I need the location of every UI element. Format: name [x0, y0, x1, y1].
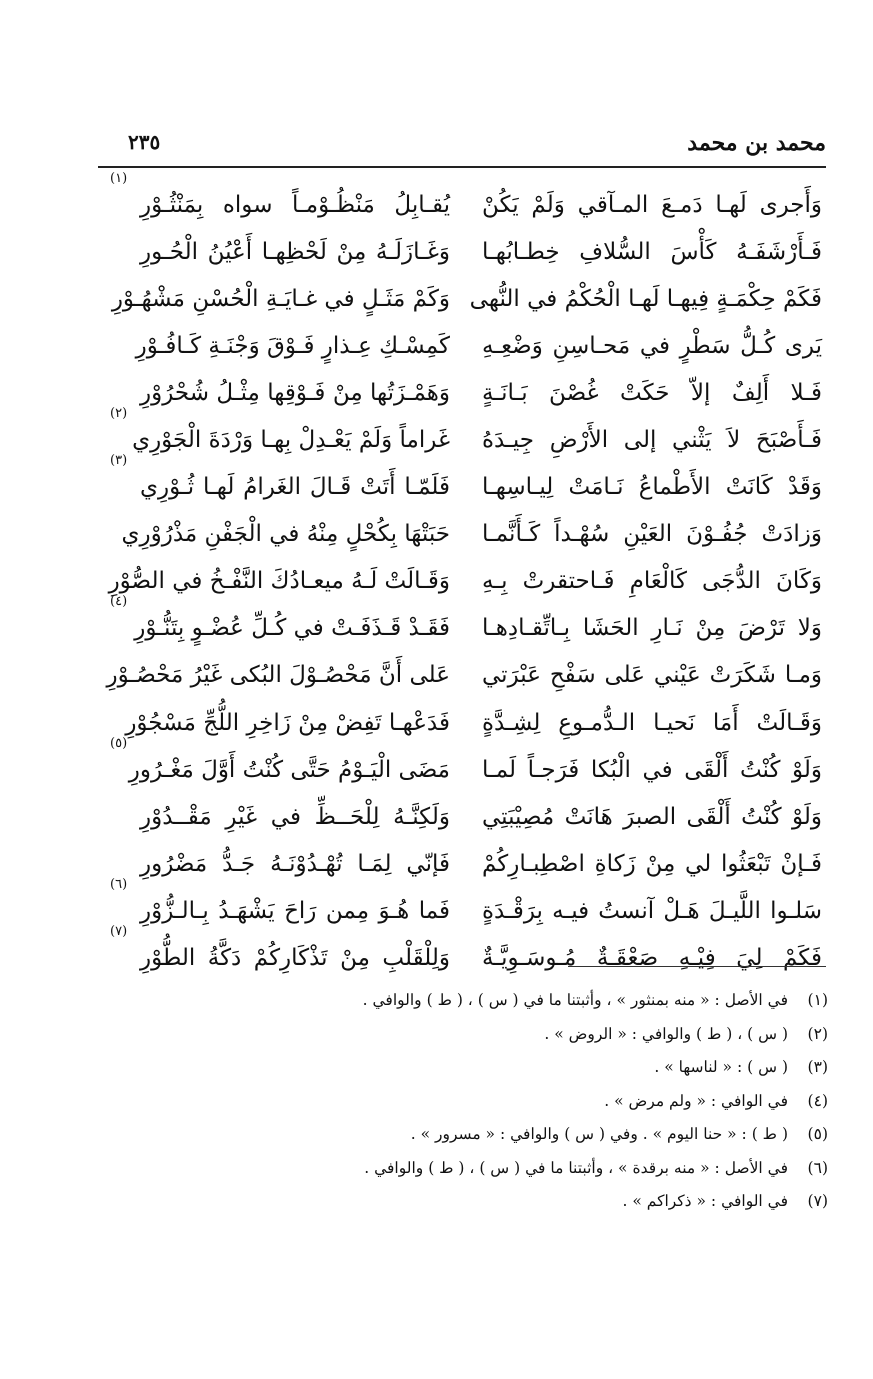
header-rule	[98, 166, 826, 168]
footnote-reference: (٥)	[110, 735, 128, 751]
footnote-item	[200, 1018, 828, 1052]
verse-text: وَلَوْ كُنْتُ أَلْقَى الصبرَ هَانَتْ مُصِيْبَتِي	[482, 803, 822, 830]
footnote-text: في الوافي : « ولم مرض » .	[604, 1091, 788, 1110]
verse-text: وَكَانَ الدُّجَى كَالْعَامِ فَـاحتقرتْ بِـهِ	[482, 568, 822, 595]
verse-hemistich	[482, 794, 822, 841]
verse-hemistich	[110, 229, 450, 276]
verse-hemistich	[110, 511, 450, 558]
verse-text: مَضَى الْيَـوْمُ حَتَّى كُنْتُ أَوَّلَ مَغْـرُورِ	[128, 756, 450, 783]
poem-right-column	[469, 182, 822, 982]
footnote-rule	[568, 966, 826, 967]
footnote-number: (٦)	[807, 1158, 828, 1177]
footnote-item	[200, 1152, 828, 1186]
footnote-item	[200, 984, 828, 1018]
footnote-text: ( ط ) : « حنا اليوم » . وفي ( س ) والوافي : « مسرور » .	[410, 1125, 788, 1143]
verse-hemistich	[482, 229, 822, 276]
footnote-number: (٥)	[807, 1125, 828, 1143]
verse-hemistich	[110, 323, 450, 370]
footnote-item	[200, 1051, 828, 1085]
footnote-item	[200, 1118, 828, 1152]
running-head-author: محمد بن محمد	[687, 130, 826, 156]
verse-text: سَلـوا اللَّيـلَ هَـلْ آنستُ فيـه بِرَقْـدَةٍ	[482, 897, 822, 924]
verse-text: عَلى أَنَّ مَحْصُـوْلَ البُكى غَيْرُ مَحْصُـوْرِ	[106, 662, 450, 689]
verse-hemistich	[482, 558, 822, 605]
verse-hemistich	[110, 453, 450, 511]
verse-text: فَإنّي لِمَـا تُهْـدُوْنَـهُ جَـدُّ مَضْرُورِ	[140, 850, 450, 877]
verse-text: فَـأَرْشَفَـهُ كَأْسَ السُّلافِ خِطـابُهـا	[482, 239, 822, 266]
footnote-text: في الأصل : « منه بمنثور » ، وأثبتنا ما في ( س ) ، ( ط ) والوافي .	[362, 991, 788, 1009]
verse-hemistich	[110, 735, 450, 794]
footnote-reference: (٣)	[110, 453, 128, 469]
verse-hemistich	[482, 888, 822, 935]
verse-hemistich	[482, 370, 822, 417]
verse-hemistich	[110, 406, 450, 464]
verse-text: فَـإنْ تَبْعَثُوا لي مِنْ زَكاةِ اصْطِبـارِكُمْ	[482, 850, 822, 877]
footnote-text: ( س ) ، ( ط ) والوافي : « الروض » .	[544, 1024, 788, 1043]
footnote-item	[200, 1085, 828, 1119]
verse-hemistich	[482, 417, 822, 464]
verse-text: وَزادَتْ جُفُـوْنَ العَيْنِ سُهْـداً كَـأَنَّمـا	[482, 521, 822, 548]
verse-text: غَراماً وَلَمْ يَعْـدِلْ بِهـا وَرْدَةَ الْجَوْرِي	[132, 427, 450, 454]
verse-text: وَلَوْ كُنْتُ أَلْقَى في الْبُكا فَرَجـاً لَمـا	[482, 756, 822, 783]
verse-hemistich	[110, 171, 450, 229]
footnote-reference: (٢)	[110, 406, 128, 422]
verse-text: وَمـا شَكَرَتْ عَيْني عَلى سَفْحِ عَبْرَتي	[482, 662, 822, 689]
verse-hemistich	[110, 700, 450, 747]
verse-hemistich	[482, 652, 822, 699]
verse-text: فَلَمّـا أَتَتْ قَـالَ الغَرامُ لَهـا ثُـوْرِي	[140, 474, 450, 501]
verse-hemistich	[482, 464, 822, 511]
verse-text: يُقـابِلُ مَنْظُـوْمـاً سواه بِمَنْثُـوْرِ	[140, 192, 450, 218]
footnote-number: (٤)	[807, 1091, 828, 1110]
verse-hemistich	[110, 558, 450, 605]
verse-text: حَبَتْهَا بِكُحْلٍ مِنْهُ في الْجَفْنِ مَذْرُوْرِي	[121, 521, 450, 548]
verse-text: وَلا تَرْضَ مِنْ نَـارِ الحَشَا بِـاتِّقـادِهـا	[482, 615, 822, 642]
verse-hemistich	[482, 841, 822, 888]
verse-hemistich	[482, 182, 822, 229]
verse-hemistich	[482, 323, 822, 370]
verse-hemistich	[482, 935, 822, 982]
verse-text: وَقَـالَتْ أَمَا نَحيـا الـدُّمـوعِ لِشِـدَّةٍ	[482, 709, 822, 736]
verse-text: فَكَمْ حِكْمَـةٍ فِيهـا لَهـا الْحُكْمُ في النُّهى	[469, 286, 822, 313]
verse-hemistich	[110, 794, 450, 841]
footnote-number: (٣)	[807, 1058, 828, 1076]
verse-text: فَكَمْ لِيَ فِيْـهِ صَعْقَـةٌ مُـوسَـوِيَّـةٌ	[482, 944, 822, 971]
verse-text: يَرى كُـلُّ سَطْرٍ في مَحـاسِنِ وَضْعِـهِ	[482, 333, 822, 360]
verse-hemistich	[110, 370, 450, 417]
page-number: ٢٣٥	[128, 130, 161, 154]
footnote-number: (٢)	[807, 1024, 828, 1043]
footnote-item	[200, 1185, 828, 1219]
verse-text: وَهَمْـزَتُها مِنْ فَـوْقِها مِثْـلُ شُحْرُوْرِ	[140, 380, 450, 407]
verse-text: وَلَكِنَّـهُ لِلْحَــظِّ في غَيْرِ مَقْــدُوْرِ	[140, 803, 450, 830]
footnote-number: (٧)	[807, 1192, 828, 1210]
footnote-reference: (٧)	[110, 923, 128, 939]
verse-text: فَما هُـوَ مِمن رَاحَ يَشْهَـدُ بِـالـزُّوْرِ	[140, 897, 450, 924]
verse-text: وَقَـالَتْ لَـهُ ميعـادُكَ النَّفْـخُ في الصُّوْرِ	[108, 568, 450, 595]
verse-hemistich	[110, 923, 450, 982]
footnote-text: في الوافي : « ذكراكم » .	[622, 1192, 788, 1210]
verse-hemistich	[482, 605, 822, 652]
verse-text: وَقَدْ كَانَتْ الأَطْماعُ نَـامَتْ لِيـاسِهـا	[482, 474, 822, 501]
footnote-reference: (٤)	[110, 594, 128, 610]
verse-text: وَلِلْقَلْبِ مِنْ تَذْكَارِكُمْ دَكَّةُ الطُّوْرِ	[140, 944, 450, 971]
footnote-reference: (٦)	[110, 876, 128, 892]
verse-text: فَـلا أَلِفٌ إلاّ حَكَتْ غُصْنَ بَـانَـةٍ	[482, 380, 822, 407]
verse-hemistich	[482, 747, 822, 794]
verse-text: وَغَـازَلَـهُ مِنْ لَحْظِهـا أَعْيُنُ الْحُـورِ	[140, 239, 450, 266]
verse-hemistich	[110, 594, 450, 652]
verse-text: وَأَجرى لَهـا دَمـعَ المـآقي وَلَمْ يَكُنْ	[482, 192, 822, 218]
verse-hemistich	[110, 276, 450, 323]
verse-hemistich	[469, 276, 822, 323]
verse-hemistich	[482, 511, 822, 558]
footnote-text: في الأصل : « منه برقدة » ، وأثبتنا ما في ( س ) ، ( ط ) والوافي .	[364, 1158, 788, 1177]
footnotes	[200, 984, 828, 1219]
poem-body	[106, 171, 822, 971]
verse-hemistich	[110, 876, 450, 935]
verse-hemistich	[110, 841, 450, 888]
page-header	[98, 128, 826, 164]
verse-text: فَقَـدْ قَـذَفَـتْ في كُـلِّ عُضْـوٍ بِتَنُّـوْرِ	[134, 615, 450, 642]
verse-text: وَكَمْ مَثَـلٍ في غـايَـةِ الْحُسْنِ مَشْهُـوْرِ	[111, 286, 450, 313]
footnote-number: (١)	[807, 991, 828, 1009]
verse-text: فَـأَصْبَحَ لاَ يَثْني إلى الأَرْضِ جِيـدَهُ	[482, 427, 822, 454]
footnote-reference: (١)	[110, 171, 128, 186]
footnote-text: ( س ) : « لناسها » .	[654, 1058, 788, 1076]
verse-text: فَدَعْهـا تَفِضْ مِنْ زَاخِرِ اللُّجِّ مَسْجُوْرِ	[125, 709, 450, 736]
verse-text: كَمِسْـكِ عِـذارٍ فَـوْقَ وَجْنَـةِ كَـافُـوْرِ	[135, 333, 450, 360]
verse-hemistich	[106, 652, 450, 699]
verse-hemistich	[482, 700, 822, 747]
poem-left-column	[106, 171, 450, 982]
